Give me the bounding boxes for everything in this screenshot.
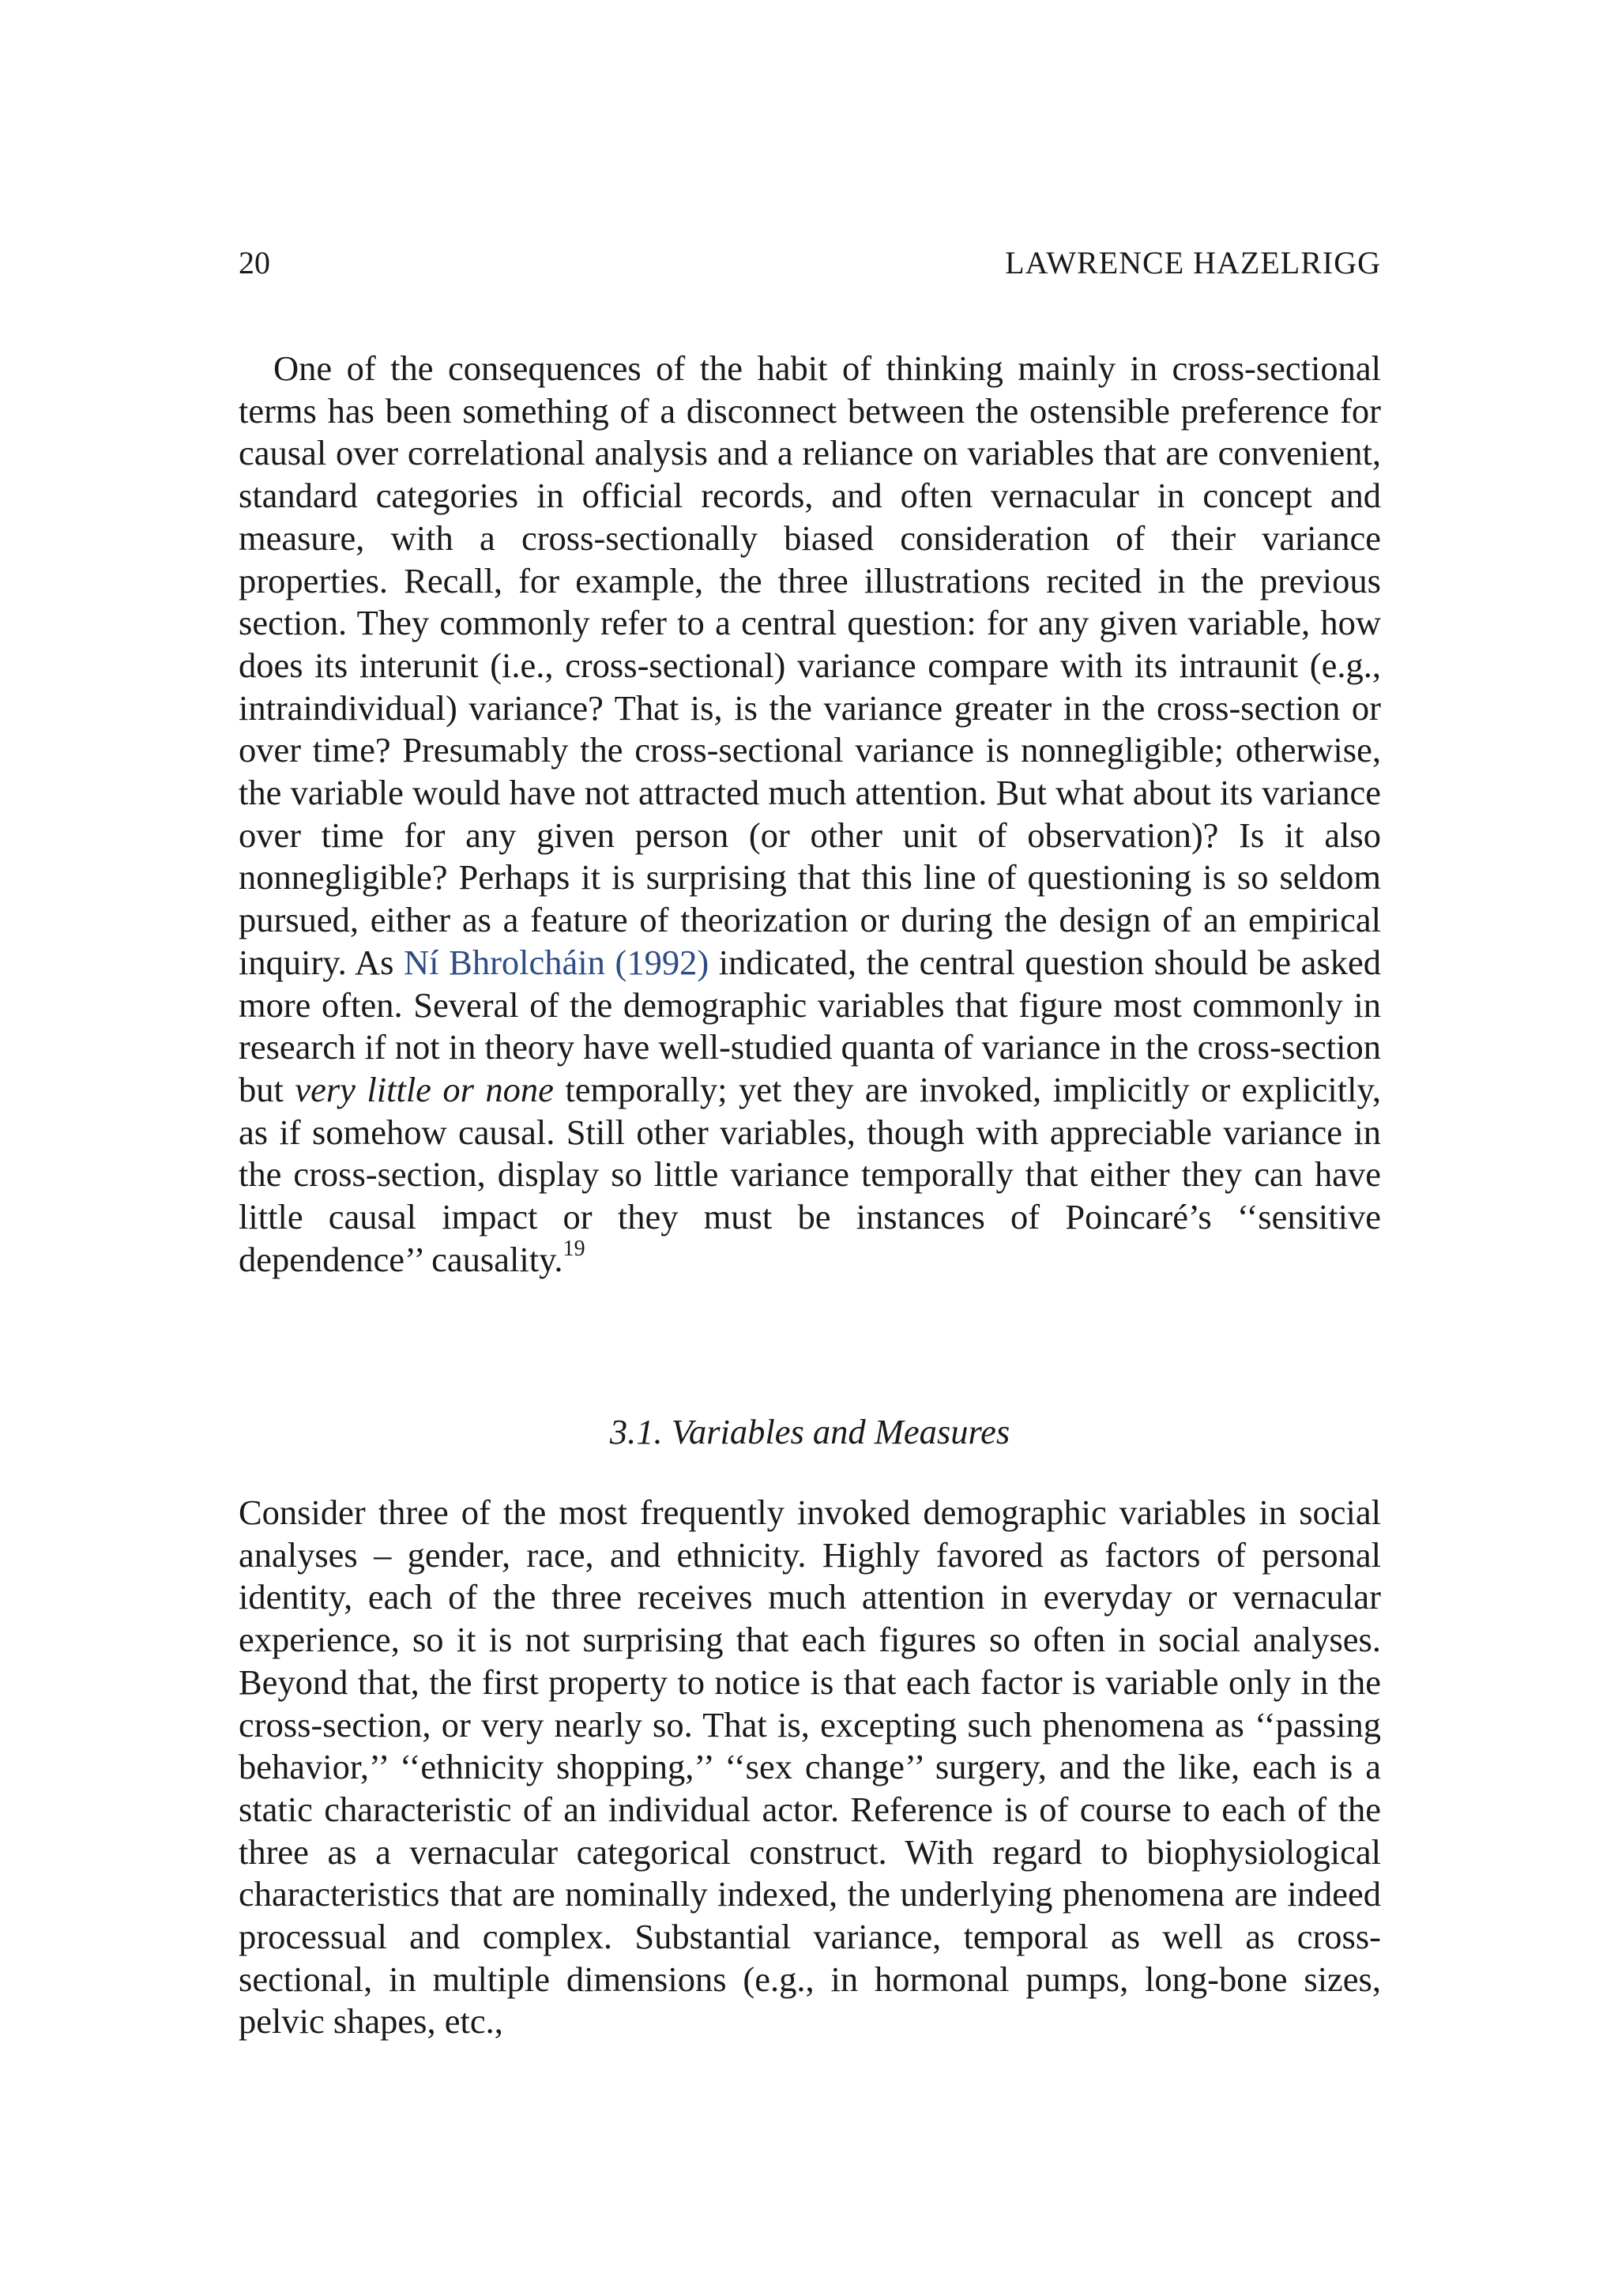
body-paragraph (239, 348, 1381, 1281)
page-number: 20 (239, 245, 270, 280)
paragraph-text: indicated, the central question should be asked more often. Several of the demographic variables that figure most commonly in research if not in theory have well-studied quanta of variance in the cross-section but (239, 942, 1381, 1109)
citation-link[interactable]: Ní Bhrolcháin (1992) (404, 942, 709, 982)
body-paragraph: Consider three of the most frequently invoked demographic variables in social analyses – gender, race, and ethnicity. Highly favored as factors of personal identity, each of the three receives much attention in everyday or vernacular experience, so it is not surprising that each figures so often in social analyses. Beyond that, the first property to notice is that each factor is variable only in the cross-section, or very nearly so. That is, excepting such phenomena as ‘‘passing behavior,’’ ‘‘ethnicity shopping,’’ ‘‘sex change’’ surgery, and the like, each is a static characteristic of an individual actor. Reference is of course to each of the three as a vernacular categorical construct. With regard to biophysiological characteristics that are nominally indexed, the underlying phenomena are indeed processual and complex. Substantial variance, temporal as well as cross-sectional, in multiple dimensions (e.g., in hormonal pumps, long-bone sizes, pelvic shapes, etc., (239, 1492, 1381, 2042)
running-head: LAWRENCE HAZELRIGG (1005, 245, 1381, 280)
section-heading: 3.1. Variables and Measures (609, 1412, 1010, 1451)
paragraph-text: One of the consequences of the habit of thinking mainly in cross-sectional terms has been something of a disconnect between the ostensible preference for causal over correlational analysis and a reliance on variables that are convenient, standard categories in official records, and often vernacular in concept and measure, with a cross-sectionally biased consideration of their variance properties. Recall, for example, the three illustrations recited in the previous section. They commonly refer to a central question: for any given variable, how does its interunit (i.e., cross-sectional) variance compare with its intraunit (e.g., intraindividual) variance? That is, is the variance greater in the cross-section or over time? Presumably the cross-sectional variance is nonnegligible; otherwise, the variable would have not attracted much attention. But what about its variance over time for any given person (or other unit of observation)? Is it also nonnegligible? Perhaps it is surprising that this line of questioning is so seldom pursued, either as a feature of theorization or during the design of an empirical inquiry. As (239, 348, 1381, 982)
emphasized-text: very little or none (295, 1069, 554, 1109)
paragraph-text: temporally; yet they are invoked, implicitly or explicitly, as if somehow causal. Still other variables, though with appreciable variance in the cross-section, display so little variance temporally that either they can have little causal impact or they must be instances of Poincaré’s ‘‘sensitive dependence’’ causality. (239, 1069, 1381, 1279)
footnote-reference[interactable]: 19 (563, 1236, 585, 1261)
